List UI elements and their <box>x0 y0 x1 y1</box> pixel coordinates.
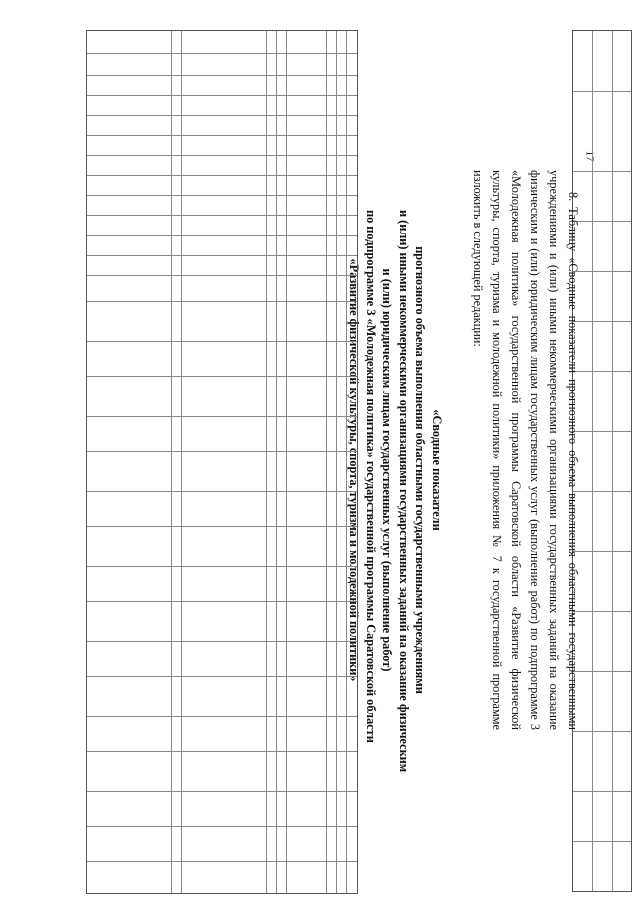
table-heading <box>346 210 445 773</box>
page-number: 17 <box>583 150 596 162</box>
heading-line: по подпрограмме 3 «Молодежная политика» государственной программы Саратовской области <box>364 210 378 743</box>
heading-line: прогнозного объема выполнения областными государственными учреждениями <box>413 246 428 694</box>
amendment-paragraph <box>468 170 582 730</box>
heading-line: и (или) иными некоммерческими организациями государственных заданий на оказание физическим <box>397 210 411 773</box>
heading-line: «Сводные показатели <box>430 409 444 531</box>
heading-line: и (или) юридическим лицам государственных услуг (выполнение работ) <box>380 268 395 672</box>
heading-line: «Развитие физической культуры, спорта, туризма и молодежной политики» <box>347 258 362 682</box>
paragraph-text: 8. Таблицу «Сводные показатели прогнозного объема выполнения областными государственными учреждениями и (или) иными некоммерческими организациями государственных заданий на оказание физическим и (или) юридическим лицам государственных услуг (выполнение работ) по подпрограмме 3 «Молодежная политика» государственной программы Саратовской области «Развитие физической культуры, спорта, туризма и молодежной политики» приложения № 7 к государственной программе изложить в следующей редакции: <box>471 170 580 730</box>
summary-table <box>86 30 358 894</box>
